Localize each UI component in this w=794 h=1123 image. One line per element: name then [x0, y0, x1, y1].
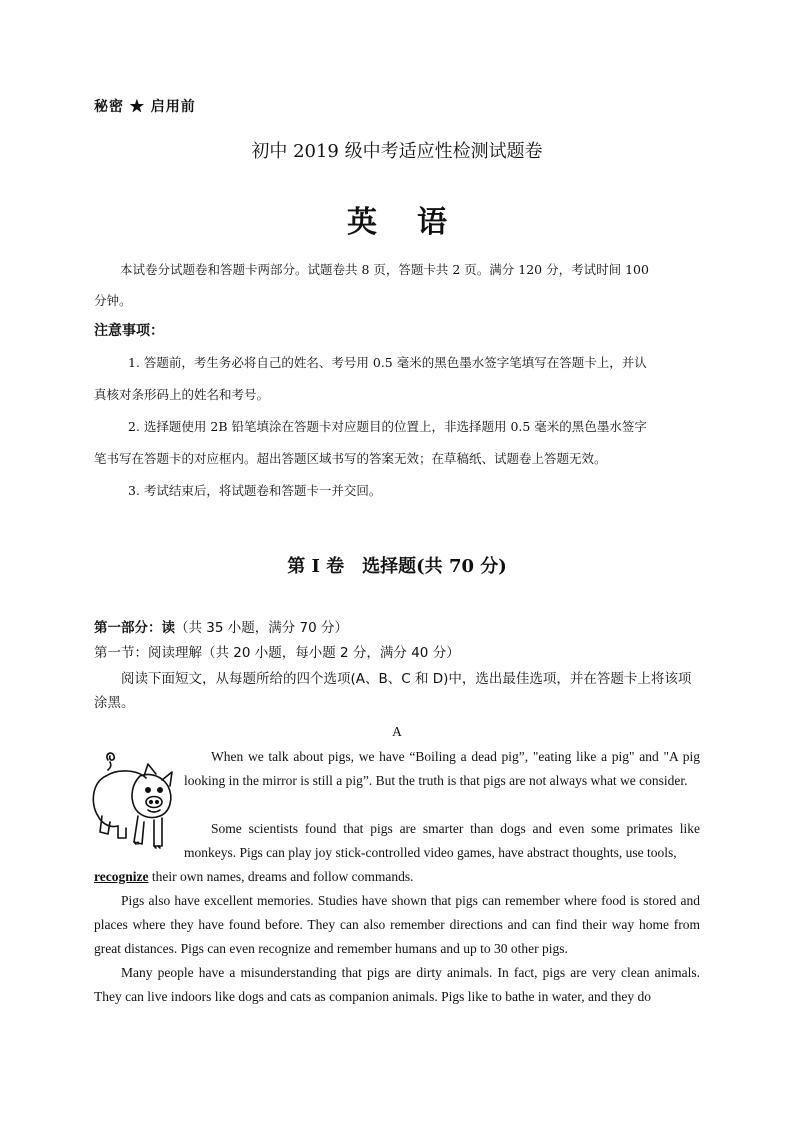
passage-paragraph-2a: Some scientists found that pigs are smarter than dogs and even some primates like monkeys. Pigs can play joy stick-controlled video games, have abstract thoughts, use tools, [184, 821, 700, 860]
notice-heading: 注意事项： [94, 323, 164, 339]
part1-label: 第一部分：读 [94, 620, 175, 636]
intro-line-1: 本试卷分试题卷和答题卡两部分。试题卷共 8 页，答题卡共 2 页。满分 120 分，考试时间 100 [120, 262, 649, 277]
passage-paragraph-4: Many people have a misunderstanding that pigs are dirty animals. In fact, pigs are very clean animals. They can live indoors like dogs and cats as companion animals. Pigs like to bathe in water, and they do [94, 965, 700, 1004]
keyword-recognize: recognize [94, 869, 149, 884]
passage-paragraph-2b-text: their own names, dreams and follow commands. [148, 869, 414, 884]
section-title: 第 I 卷 选择题(共 70 分) [287, 556, 507, 577]
notice-item-2a: 2. 选择题使用 2B 铅笔填涂在答题卡对应题目的位置上，非选择题用 0.5 毫米的黑色墨水签字 [128, 419, 647, 434]
part1-heading [94, 616, 348, 636]
notice-item-2b: 笔书写在答题卡的对应框内。超出答题区域书写的答案无效；在草稿纸、试题卷上答题无效。 [94, 451, 607, 466]
passage-paragraph-1: When we talk about pigs, we have “Boiling a dead pig”, "eating like a pig" and "A pig looking in the mirror is still a pig”. But the truth is that pigs are not always what we consider. [184, 749, 700, 788]
exam-title: 初中 2019 级中考适应性检测试题卷 [251, 141, 543, 162]
secret-label: 秘密 ★ 启用前 [94, 99, 196, 115]
notice-item-3: 3. 考试结束后，将试题卷和答题卡一并交回。 [128, 483, 382, 498]
notice-item-1b: 真核对条形码上的姓名和考号。 [94, 387, 270, 402]
part1-detail: （共 35 小题，满分 70 分） [175, 620, 349, 636]
intro-line-2: 分钟。 [94, 293, 132, 308]
pig-illustration-icon [88, 746, 178, 852]
passage-label: A [392, 724, 402, 739]
subject-title: 英语 [347, 205, 487, 240]
notice-item-1a: 1. 答题前，考生务必将自己的姓名、考号用 0.5 毫米的黑色墨水签字笔填写在答题卡上，并认 [128, 355, 647, 370]
passage-paragraph-2b [94, 865, 700, 889]
passage-paragraph-3: Pigs also have excellent memories. Studies have shown that pigs can remember where food is stored and places where they have found before. They can also remember directions and can find their way home from great distances. Pigs can even recognize and remember humans and up to 30 other pigs. [94, 893, 700, 956]
section1-heading: 第一节：阅读理解（共 20 小题，每小题 2 分，满分 40 分） [94, 645, 460, 661]
instructions: 阅读下面短文，从每题所给的四个选项(A、B、C 和 D)中，选出最佳选项，并在答题卡上将该项涂黑。 [94, 671, 692, 711]
